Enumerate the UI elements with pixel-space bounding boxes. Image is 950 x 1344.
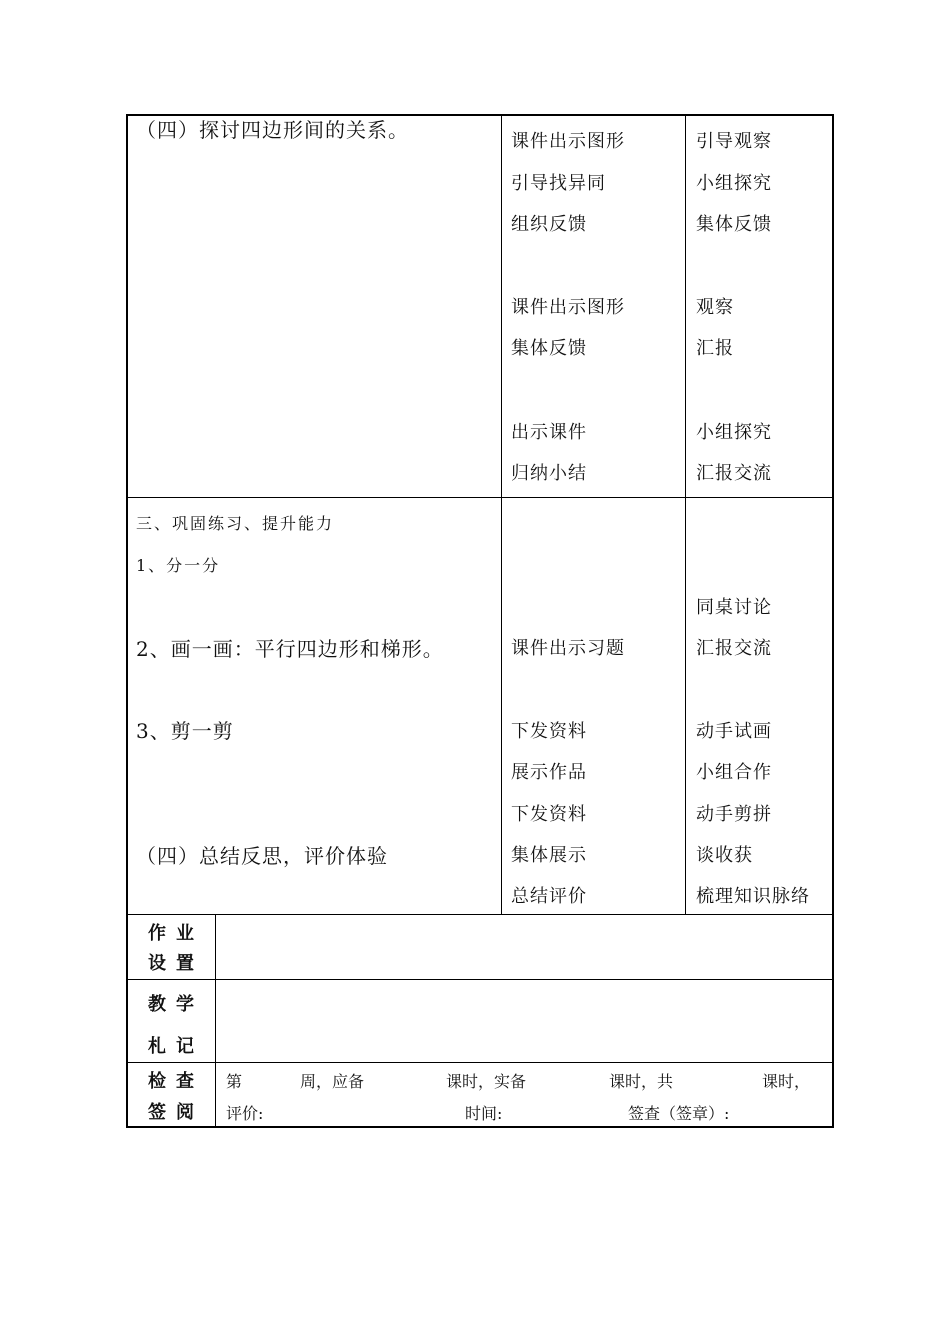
teacher-activity: 下发资料 [511,804,587,825]
teacher-activity: 下发资料 [511,721,587,742]
row-divider-notes [128,979,832,980]
column-divider-2 [685,116,686,914]
row-divider-practice [128,497,832,498]
homework-label: 作业 [148,923,204,944]
notes-content[interactable] [217,981,831,1061]
review-label: 签阅 [148,1102,204,1123]
student-activity: 同桌讨论 [696,597,772,618]
student-activity: 谈收获 [696,845,753,866]
practice-heading: 三、巩固练习、提升能力 [136,514,335,533]
practice-item-2: 2、画一画：平行四边形和梯形。 [136,637,444,661]
review-signature-label: 签查（签章）: [628,1104,730,1123]
homework-content[interactable] [217,916,831,978]
summary-heading: （四）总结反思，评价体验 [136,844,388,868]
student-activity: 小组探究 [696,422,772,443]
notes-label: 札记 [148,1036,204,1057]
review-total-label: 课时，共 [609,1072,674,1091]
teacher-activity: 集体展示 [511,845,587,866]
column-divider-1 [501,116,502,914]
teacher-activity: 课件出示图形 [511,131,625,152]
student-activity: 动手剪拼 [696,804,772,825]
teacher-activity: 课件出示习题 [511,638,625,659]
teacher-activity: 归纳小结 [511,463,587,484]
student-activity: 引导观察 [696,131,772,152]
review-planned-label: 周，应备 [300,1072,365,1091]
label-column-divider [215,914,216,1126]
teacher-activity: 引导找异同 [511,173,606,194]
student-activity: 小组探究 [696,173,772,194]
student-activity: 动手试画 [696,721,772,742]
student-activity: 汇报交流 [696,638,772,659]
relation-heading: （四）探讨四边形间的关系。 [136,118,409,142]
student-activity: 小组合作 [696,762,772,783]
teacher-activity: 展示作品 [511,762,587,783]
student-activity: 观察 [696,297,734,318]
practice-item-3: 3、剪一剪 [136,719,234,743]
homework-label: 设置 [148,953,204,974]
student-activity: 汇报交流 [696,463,772,484]
review-time-label: 时间: [465,1104,503,1123]
row-divider-review [128,1062,832,1063]
review-week-label: 第 [226,1072,243,1091]
teacher-activity: 组织反馈 [511,214,587,235]
review-actual-label: 课时，实备 [446,1072,527,1091]
notes-label: 教学 [148,994,204,1015]
student-activity: 梳理知识脉络 [696,886,810,907]
student-activity: 集体反馈 [696,214,772,235]
teacher-activity: 总结评价 [511,886,587,907]
row-divider-homework [128,914,832,915]
practice-item-1: 1、分一分 [136,556,221,575]
review-evaluation-label: 评价: [226,1104,264,1123]
teacher-activity: 课件出示图形 [511,297,625,318]
teacher-activity: 出示课件 [511,422,587,443]
review-label: 检查 [148,1071,204,1092]
teacher-activity: 集体反馈 [511,338,587,359]
student-activity: 汇报 [696,338,734,359]
review-hours-label: 课时， [762,1072,811,1091]
